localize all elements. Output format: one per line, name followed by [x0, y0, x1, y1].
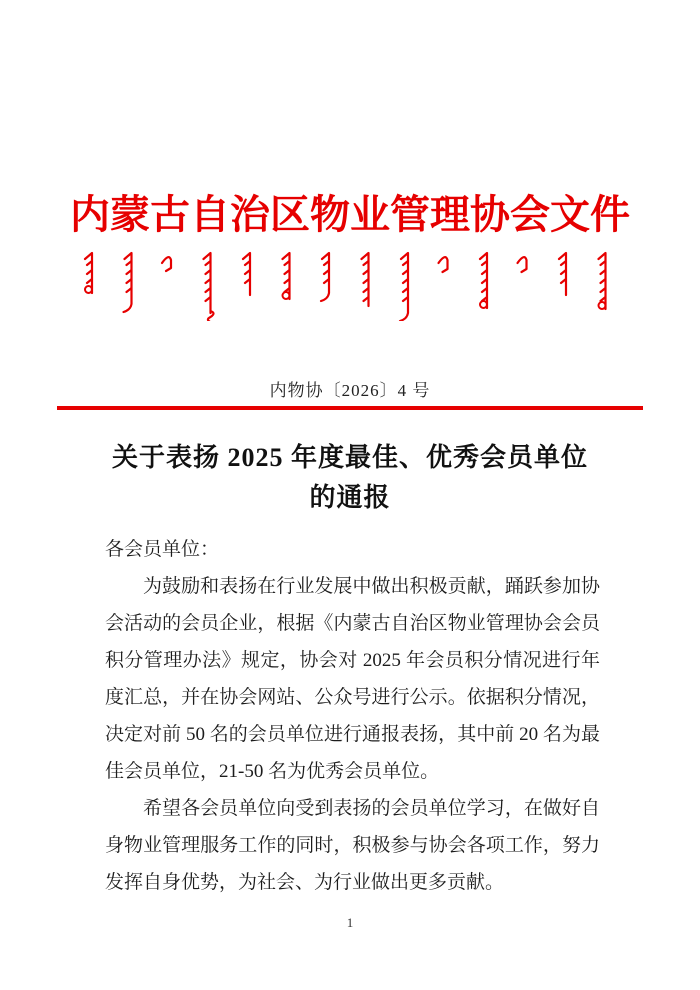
body-paragraph: 希望各会员单位向受到表扬的会员单位学习，在做好自身物业管理服务工作的同时，积极参与协会各项工作，努力发挥自身优势，为社会、为行业做出更多贡献。 — [105, 798, 600, 893]
document-title-line-2: 的通报 — [309, 483, 391, 512]
mongolian-script-line — [80, 251, 620, 321]
red-divider-line — [57, 406, 643, 410]
red-header-title: 内蒙古自治区物业管理协会文件 — [70, 192, 630, 237]
document-number: 内物协〔2026〕4 号 — [269, 381, 431, 400]
salutation: 各会员单位： — [105, 539, 220, 560]
document-body — [105, 531, 600, 901]
page-number: 1 — [346, 915, 354, 930]
body-paragraph: 为鼓励和表扬在行业发展中做出积极贡献，踊跃参加协会活动的会员企业，根据《内蒙古自治区物业管理协会会员积分管理办法》规定，协会对 2025 年会员积分情况进行年度汇总，并在协会网站、公众号进行公示。依据积分情况，决定对前 50 名的会员单位进行通报表扬，其中前 20 名为最佳会员单位，21-50 名为优秀会员单位。 — [105, 576, 600, 782]
document-title — [0, 438, 700, 518]
mongolian-script-icon — [80, 251, 620, 321]
document-title-line-1: 关于表扬 2025 年度最佳、优秀会员单位 — [111, 443, 588, 472]
